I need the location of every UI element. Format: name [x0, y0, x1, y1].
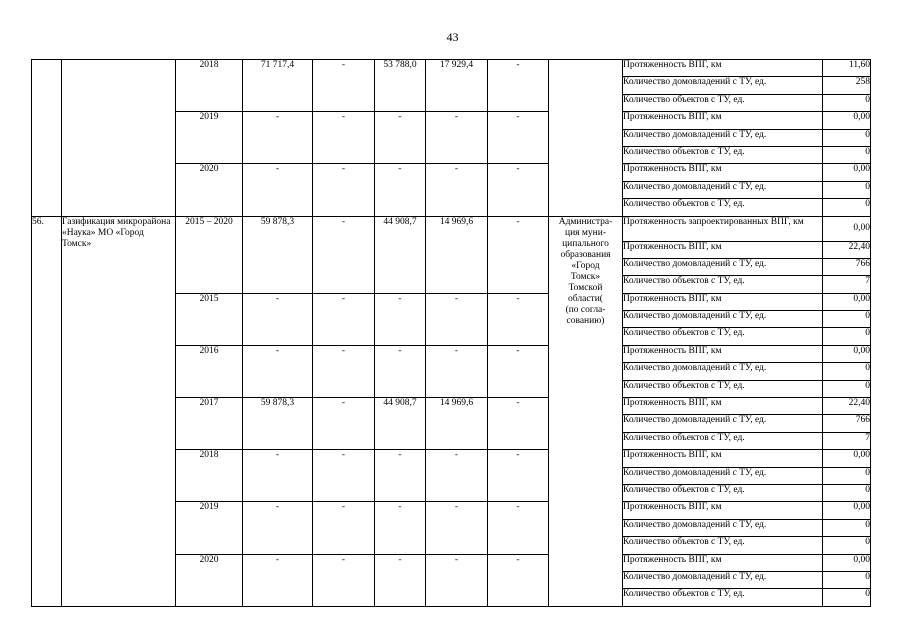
indicator-value: 766: [823, 258, 871, 275]
indicator-value: 0: [823, 537, 871, 554]
indicator-value: 0: [823, 571, 871, 588]
indicator-value: 0: [823, 519, 871, 536]
cell-total: -: [243, 112, 313, 164]
indicator-label: Протяженность ВПГ, км: [623, 502, 823, 519]
cell-total: 59 878,3: [243, 398, 313, 450]
cell-implementer-empty: [549, 60, 623, 217]
indicator-value: 0: [823, 146, 871, 163]
indicator-value: 0: [823, 467, 871, 484]
indicator-value: 0,00: [823, 502, 871, 519]
item-name: Газификация микрорайона «Наука» МО «Город Томск»: [62, 216, 176, 606]
indicator-label: Протяженность ВПГ, км: [623, 164, 823, 181]
cell-other: -: [488, 502, 549, 554]
indicator-label: Протяженность ВПГ, км: [623, 398, 823, 415]
cell-federal: -: [313, 112, 375, 164]
implementer-line: ципального: [562, 238, 609, 249]
indicator-label: Протяженность ВПГ, км: [623, 293, 823, 310]
implementer-line: (по согла-: [565, 304, 606, 315]
cell-regional: -: [375, 112, 426, 164]
cell-total: 71 717,4: [243, 60, 313, 112]
indicator-label: Протяженность запроектированных ВПГ, км: [623, 216, 823, 241]
indicator-value: 0,00: [823, 450, 871, 467]
table-row: [32, 60, 871, 77]
cell-local: -: [426, 502, 488, 554]
cell-year: 2016: [176, 345, 243, 397]
cell-other: -: [488, 554, 549, 606]
indicator-label: Количество объектов с ТУ, ед.: [623, 380, 823, 397]
indicator-value: 0: [823, 311, 871, 328]
cell-local: -: [426, 112, 488, 164]
indicator-value: 22,40: [823, 241, 871, 258]
cell-regional: -: [375, 450, 426, 502]
implementer-line: «Город: [571, 260, 600, 271]
cell-local: -: [426, 554, 488, 606]
cell-regional: -: [375, 554, 426, 606]
indicator-value: 258: [823, 77, 871, 94]
cell-name-empty: [62, 60, 176, 217]
indicator-value: 0,00: [823, 293, 871, 310]
implementer-line: Томской: [568, 282, 603, 293]
indicator-value: 0: [823, 328, 871, 345]
cell-year: 2020: [176, 554, 243, 606]
cell-federal: -: [313, 345, 375, 397]
cell-federal: -: [313, 398, 375, 450]
cell-federal: -: [313, 164, 375, 216]
cell-regional: 53 788,0: [375, 60, 426, 112]
cell-year: 2019: [176, 502, 243, 554]
cell-year: 2018: [176, 450, 243, 502]
cell-other: -: [488, 398, 549, 450]
cell-regional: 44 908,7: [375, 216, 426, 293]
indicator-value: 766: [823, 415, 871, 432]
implementer-line: сованию): [566, 315, 605, 326]
indicator-value: 0: [823, 589, 871, 606]
cell-total: -: [243, 164, 313, 216]
indicator-value: 7: [823, 432, 871, 449]
cell-local: 14 969,6: [426, 216, 488, 293]
table-row: [32, 216, 871, 241]
cell-total: -: [243, 554, 313, 606]
indicator-label: Протяженность ВПГ, км: [623, 345, 823, 362]
indicator-value: 0,00: [823, 216, 871, 241]
indicator-value: 22,40: [823, 398, 871, 415]
item-implementer: [549, 216, 623, 606]
cell-year: 2018: [176, 60, 243, 112]
indicator-value: 0,00: [823, 112, 871, 129]
implementer-line: образования: [560, 249, 611, 260]
indicator-value: 7: [823, 276, 871, 293]
cell-federal: -: [313, 502, 375, 554]
implementer-line: ция муни-: [564, 227, 606, 238]
indicator-value: 0: [823, 199, 871, 216]
cell-federal: -: [313, 293, 375, 345]
cell-federal: -: [313, 60, 375, 112]
indicator-label: Количество домовладений с ТУ, ед.: [623, 519, 823, 536]
cell-year: 2020: [176, 164, 243, 216]
cell-federal: -: [313, 216, 375, 293]
cell-local: -: [426, 293, 488, 345]
cell-federal: -: [313, 554, 375, 606]
indicator-value: 0: [823, 363, 871, 380]
cell-total: -: [243, 502, 313, 554]
implementer-line: области(: [568, 293, 603, 304]
cell-total: -: [243, 450, 313, 502]
cell-other: -: [488, 293, 549, 345]
cell-regional: -: [375, 293, 426, 345]
cell-year: 2015 – 2020: [176, 216, 243, 293]
indicator-value: 0: [823, 380, 871, 397]
page-number: 43: [446, 30, 459, 44]
indicator-label: Количество домовладений с ТУ, ед.: [623, 363, 823, 380]
indicator-value: 0,00: [823, 345, 871, 362]
indicator-value: 0: [823, 94, 871, 111]
cell-local: -: [426, 450, 488, 502]
implementer-line: Томск»: [570, 271, 601, 282]
indicator-label: Количество домовладений с ТУ, ед.: [623, 415, 823, 432]
cell-regional: -: [375, 502, 426, 554]
indicator-label: Количество домовладений с ТУ, ед.: [623, 311, 823, 328]
indicator-label: Количество домовладений с ТУ, ед.: [623, 467, 823, 484]
indicator-label: Количество объектов с ТУ, ед.: [623, 537, 823, 554]
cell-year: 2019: [176, 112, 243, 164]
indicator-label: Количество домовладений с ТУ, ед.: [623, 181, 823, 198]
cell-other: -: [488, 345, 549, 397]
cell-other: -: [488, 450, 549, 502]
indicator-value: 0,00: [823, 554, 871, 571]
indicator-label: Количество объектов с ТУ, ед.: [623, 589, 823, 606]
indicator-label: Количество объектов с ТУ, ед.: [623, 432, 823, 449]
cell-regional: 44 908,7: [375, 398, 426, 450]
cell-regional: -: [375, 164, 426, 216]
indicator-label: Протяженность ВПГ, км: [623, 60, 823, 77]
cell-local: 17 929,4: [426, 60, 488, 112]
indicator-label: Количество объектов с ТУ, ед.: [623, 484, 823, 501]
cell-total: -: [243, 345, 313, 397]
indicator-label: Количество объектов с ТУ, ед.: [623, 276, 823, 293]
cell-local: -: [426, 164, 488, 216]
cell-regional: -: [375, 345, 426, 397]
indicator-value: 0,00: [823, 164, 871, 181]
indicator-label: Количество домовладений с ТУ, ед.: [623, 77, 823, 94]
indicator-value: 0: [823, 484, 871, 501]
implementer-line: Администра-: [558, 216, 613, 227]
cell-total: -: [243, 293, 313, 345]
cell-federal: -: [313, 450, 375, 502]
indicator-label: Количество домовладений с ТУ, ед.: [623, 571, 823, 588]
cell-other: -: [488, 216, 549, 293]
cell-other: -: [488, 112, 549, 164]
cell-local: -: [426, 345, 488, 397]
indicator-value: 0: [823, 181, 871, 198]
indicator-label: Количество домовладений с ТУ, ед.: [623, 258, 823, 275]
cell-year: 2015: [176, 293, 243, 345]
indicator-label: Количество объектов с ТУ, ед.: [623, 146, 823, 163]
program-table: [31, 59, 871, 607]
indicator-label: Протяженность ВПГ, км: [623, 241, 823, 258]
indicator-label: Количество объектов с ТУ, ед.: [623, 199, 823, 216]
indicator-label: Протяженность ВПГ, км: [623, 450, 823, 467]
indicator-label: Протяженность ВПГ, км: [623, 554, 823, 571]
item-number: 56.: [32, 216, 62, 606]
cell-total: 59 878,3: [243, 216, 313, 293]
cell-other: -: [488, 164, 549, 216]
cell-year: 2017: [176, 398, 243, 450]
indicator-value: 0: [823, 129, 871, 146]
cell-number-empty: [32, 60, 62, 217]
indicator-label: Количество объектов с ТУ, ед.: [623, 94, 823, 111]
cell-local: 14 969,6: [426, 398, 488, 450]
cell-other: -: [488, 60, 549, 112]
indicator-value: 11,60: [823, 60, 871, 77]
indicator-label: Протяженность ВПГ, км: [623, 112, 823, 129]
indicator-label: Количество домовладений с ТУ, ед.: [623, 129, 823, 146]
indicator-label: Количество объектов с ТУ, ед.: [623, 328, 823, 345]
